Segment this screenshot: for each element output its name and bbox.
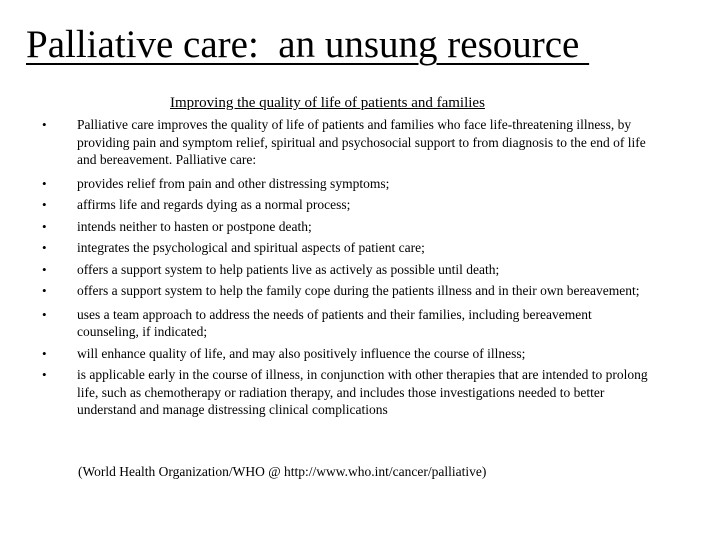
bullet-dot-icon: • (42, 117, 47, 132)
bullet-dot-icon: • (42, 240, 47, 255)
bullet-item-early-application (0, 366, 655, 419)
bullet-text: offers a support system to help patients live as actively as possible until death; (77, 261, 500, 277)
bullet-dot-icon: • (42, 283, 47, 298)
bullet-dot-icon: • (42, 261, 47, 277)
bullet-item-support-family (0, 282, 655, 300)
bullet-item-enhance-quality (0, 345, 655, 363)
bullet-item-team-approach (0, 306, 655, 341)
bullet-text: is applicable early in the course of illness, in conjunction with other therapies that are intended to prolong life, such as chemotherapy or radiation therapy, and includes those investigations needed to better understand and manage distressing clinical complications (77, 367, 648, 417)
source-citation: (World Health Organization/WHO @ http://www.who.int/cancer/palliative) (78, 464, 487, 479)
bullet-text: uses a team approach to address the needs of patients and their families, including bereavement counseling, if indicated; (77, 306, 592, 339)
bullet-dot-icon: • (42, 306, 47, 322)
bullet-text: Palliative care improves the quality of life of patients and families who face life-threatening illness, by providing pain and symptom relief, spiritual and psychosocial support to from diagnosis to the end of life and bereavement. Palliative care: (77, 117, 646, 167)
bullet-dot-icon: • (42, 175, 47, 191)
slide-title: Palliative care: an unsung resource (26, 23, 590, 66)
bullet-item-hasten (0, 218, 655, 236)
bullet-text: affirms life and regards dying as a normal process; (77, 197, 351, 212)
bullet-item-intro (0, 116, 655, 169)
bullet-dot-icon: • (42, 218, 47, 234)
bullet-text: provides relief from pain and other distressing symptoms; (77, 175, 390, 191)
bullet-item-support-patients (0, 261, 655, 279)
bullet-text: integrates the psychological and spiritual aspects of patient care; (77, 240, 425, 255)
bullet-text: will enhance quality of life, and may also positively influence the course of illness; (77, 345, 526, 361)
bullet-item-affirms-life (0, 196, 655, 214)
bullet-dot-icon: • (42, 197, 47, 212)
bullet-dot-icon: • (42, 345, 47, 361)
bullet-dot-icon: • (42, 367, 47, 382)
bullet-list (0, 116, 720, 419)
bullet-text: intends neither to hasten or postpone death; (77, 218, 312, 234)
bullet-item-pain-relief (0, 175, 655, 193)
bullet-text: offers a support system to help the family cope during the patients illness and in their own bereavement; (77, 283, 640, 298)
section-subtitle: Improving the quality of life of patients and families (170, 95, 485, 111)
bullet-item-psychological (0, 239, 655, 257)
